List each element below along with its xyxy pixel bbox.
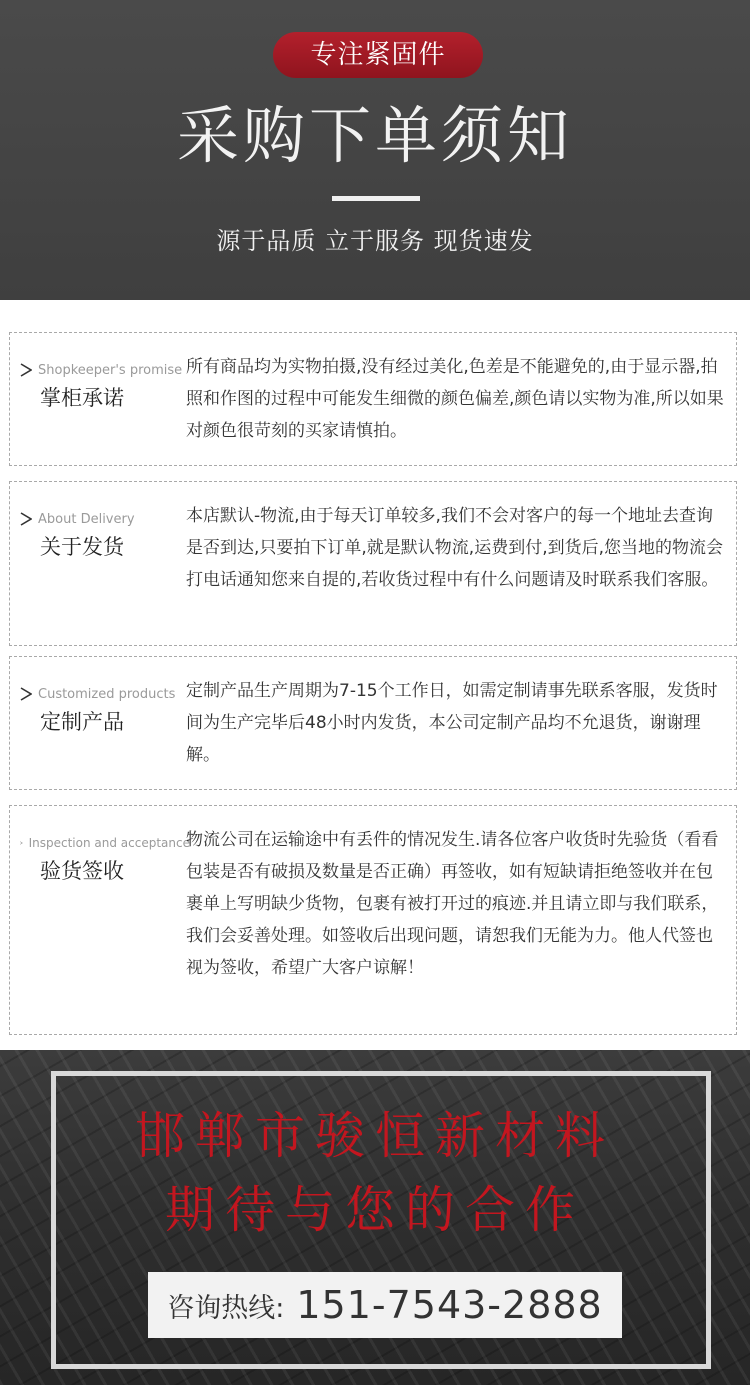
header-banner [0,0,750,300]
cooperation-slogan: 期待与您的合作 [165,1181,585,1239]
section-customized-products [9,656,737,790]
chevron-right-icon [20,363,32,377]
section-heading-zh: 掌柜承诺 [40,386,124,410]
section-body: 本店默认-物流,由于每天订单较多,我们不会对客户的每一个地址去查询是否到达,只要拍下订单,就是默认物流,运费到付,到货后,您当地的物流会打电话通知您来自提的,若收货过程中有什么问题请及时联系我们客服。 [186,506,724,590]
section-shopkeeper-promise [9,332,737,466]
section-heading [20,359,190,413]
section-heading-zh: 定制产品 [40,710,124,734]
section-heading [20,832,190,886]
section-body: 所有商品均为实物拍摄,没有经过美化,色差是不能避免的,由于显示器,拍照和作图的过程中可能发生细微的颜色偏差,颜色请以实物为准,所以如果对颜色很苛刻的买家请慎拍。 [186,357,724,441]
section-heading-zh: 关于发货 [40,535,124,559]
section-heading-en: Customized products [38,686,176,702]
section-heading-en: Inspection and acceptance [28,836,190,850]
section-heading-en: Shopkeeper's promise [38,362,183,378]
section-heading-en: About Delivery [38,511,135,527]
section-heading-zh: 验货签收 [40,859,124,883]
section-about-delivery [9,481,737,646]
section-body: 定制产品生产周期为7-15个工作日，如需定制请事先联系客服，发货时间为生产完毕后48小时内发货，本公司定制产品均不允退货，谢谢理解。 [186,681,718,765]
section-inspection-acceptance [9,805,737,1035]
section-heading [20,508,190,562]
hotline-box [148,1272,622,1338]
chevron-right-icon [20,512,32,526]
company-name: 邯郸市骏恒新材料 [135,1107,615,1165]
header-badge: 专注紧固件 [273,32,483,78]
chevron-right-icon [20,687,32,701]
page-title: 采购下单须知 [176,99,573,172]
section-heading [20,683,190,737]
chevron-right-icon [20,836,23,850]
section-body: 物流公司在运输途中有丢件的情况发生.请各位客户收货时先验货（看看包装是否有破损及数量是否正确）再签收，如有短缺请拒绝签收并在包裹单上写明缺少货物，包裹有被打开过的痕迹.并且请立即与我们联系，我们会妥善处理。如签收后出现问题，请恕我们无能为力。他人代签也视为签收，希望广大客户谅解！ [186,830,719,978]
hotline-number[interactable]: 151-7543-2888 [296,1283,603,1327]
page-subtitle: 源于品质 立于服务 现货速发 [216,227,534,255]
footer-banner [0,1050,750,1385]
title-divider [332,196,420,201]
hotline-label: 咨询热线: [167,1292,285,1324]
